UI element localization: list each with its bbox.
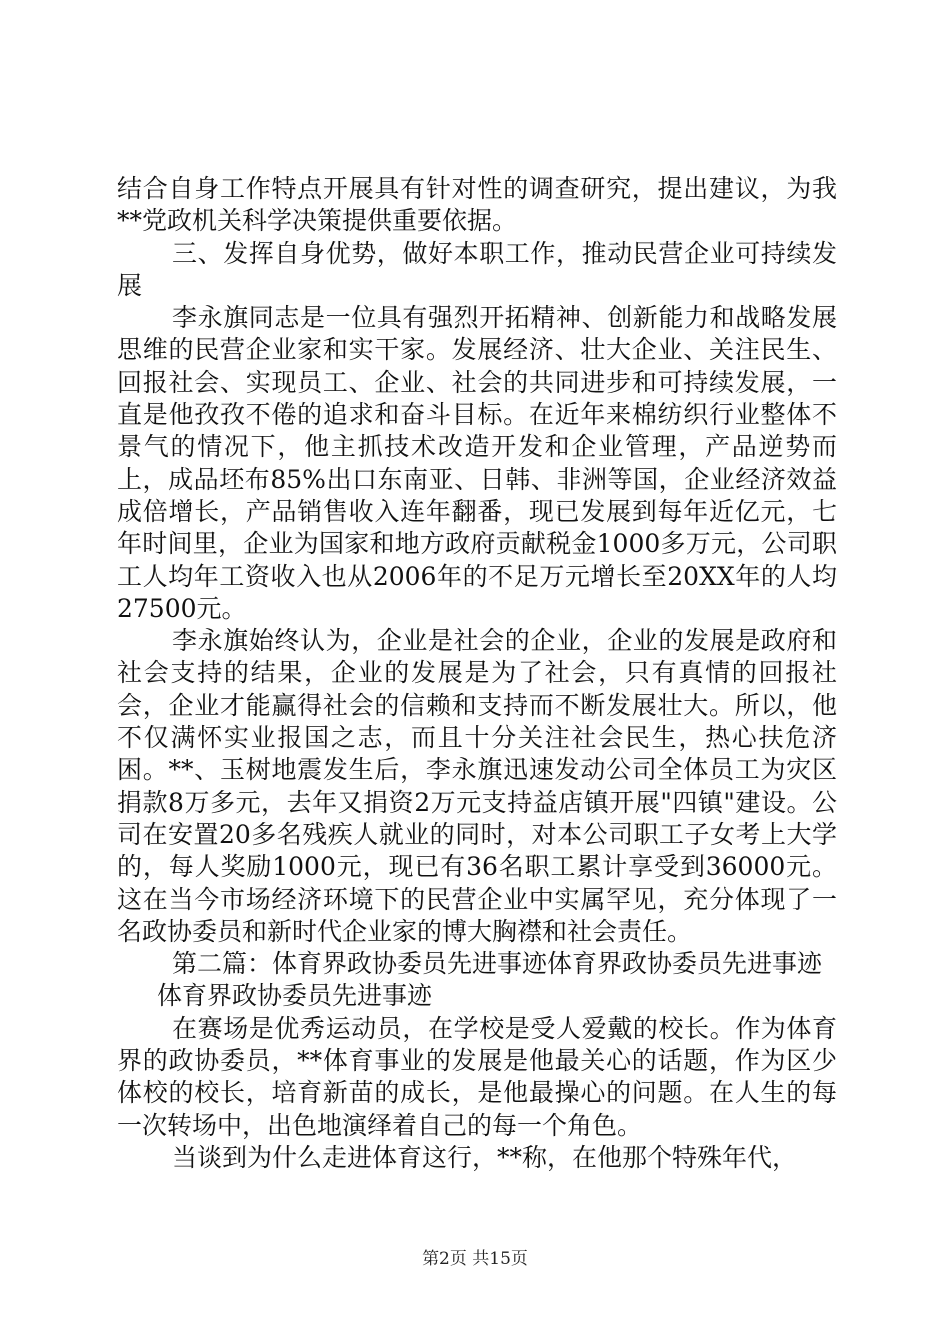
paragraph: 李永旗同志是一位具有强烈开拓精神、创新能力和战略发展思维的民营企业家和实干家。发展经济、壮大企业、关注民生、回报社会、实现员工、企业、社会的共同进步和可持续发展，一直是他孜孜不倦的追求和奋斗目标。在近年来棉纺织行业整体不景气的情况下，他主抓技术改造开发和企业管理，产品逆势而上，成品坯布85%出口东南亚、日韩、非洲等国，企业经济效益成倍增长，产品销售收入连年翻番，现已发展到每年近亿元，七年时间里，企业为国家和地方政府贡献税金1000多万元，公司职工人均年工资收入也从2006年的不足万元增长至20XX年的人均27500元。 bbox=[117, 303, 837, 623]
paragraph-continuation: 结合自身工作特点开展具有针对性的调查研究，提出建议，为我**党政机关科学决策提供重要依据。 bbox=[117, 174, 837, 236]
paragraph: 在赛场是优秀运动员，在学校是受人爱戴的校长。作为体育界的政协委员，**体育事业的发展是他最关心的话题，作为区少体校的校长，培育新苗的成长，是他最操心的问题。在人生的每一次转场中，出色地演绎着自己的每一个角色。 bbox=[117, 1013, 837, 1140]
paragraph: 李永旗始终认为，企业是社会的企业，企业的发展是政府和社会支持的结果，企业的发展是为了社会，只有真情的回报社会，企业才能赢得社会的信赖和支持而不断发展壮大。所以，他不仅满怀实业报国之志，而且十分关注社会民生，热心扶危济困。**、玉树地震发生后，李永旗迅速发动公司全体员工为灾区捐款8万多元，去年又捐资2万元支持益店镇开展"四镇"建设。公司在安置20多名残疾人就业的同时，对本公司职工子女考上大学的，每人奖励1000元，现已有36名职工累计享受到36000元。这在当今市场经济环境下的民营企业中实属罕见，充分体现了一名政协委员和新时代企业家的博大胸襟和社会责任。 bbox=[117, 626, 837, 946]
document-body bbox=[117, 173, 837, 1174]
page-number: 第2页 共15页 bbox=[422, 1249, 528, 1269]
section-heading: 三、发挥自身优势，做好本职工作，推动民营企业可持续发展 bbox=[117, 238, 837, 300]
article-title: 体育界政协委员先进事迹 bbox=[157, 981, 433, 1011]
chapter-heading: 第二篇：体育界政协委员先进事迹体育界政协委员先进事迹 bbox=[172, 949, 823, 979]
paragraph: 当谈到为什么走进体育这行，**称，在他那个特殊年代， bbox=[172, 1142, 798, 1172]
